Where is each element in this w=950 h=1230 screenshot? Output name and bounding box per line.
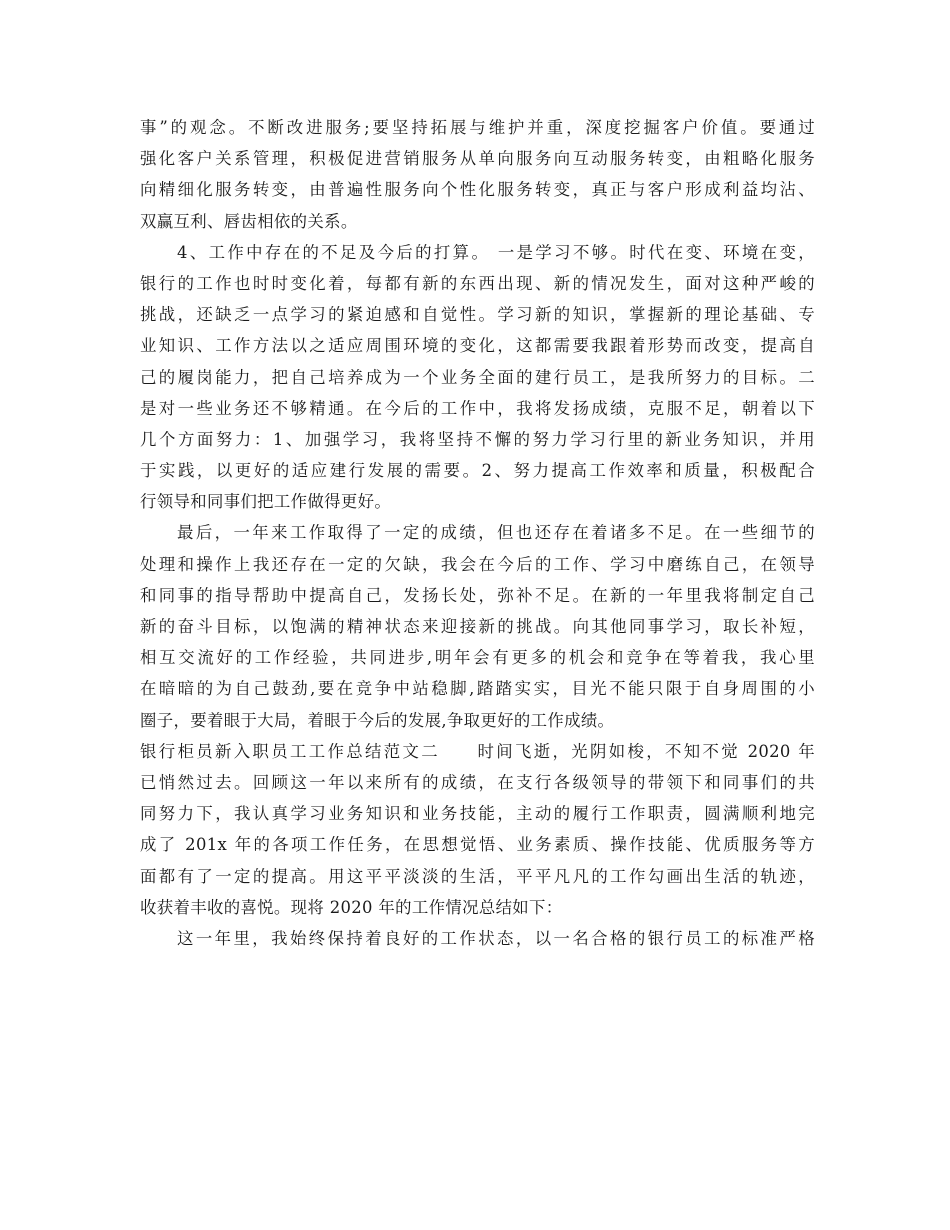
text-line: 业知识、工作方法以之适应周围环境的变化，这都需要我跟着形势而改变，提高自 [140,336,815,356]
text-line: 已悄然过去。回顾这一年以来所有的成绩，在支行各级领导的带领下和同事们的共 [140,772,815,792]
text-line: 于实践，以更好的适应建行发展的需要。2、努力提高工作效率和质量，积极配合 [140,461,815,481]
text-line: 是对一些业务还不够精通。在今后的工作中，我将发扬成绩，克服不足，朝着以下 [140,398,815,418]
text-line: 新的奋斗目标，以饱满的精神状态来迎接新的挑战。向其他同事学习，取长补短， [140,617,815,636]
text-line: 4、工作中存在的不足及今后的打算。 一是学习不够。时代在变、环境在变， [177,242,815,262]
text-line: 同努力下，我认真学习业务知识和业务技能，主动的履行工作职责，圆满顺利地完 [140,804,815,824]
text-line: 这一年里，我始终保持着良好的工作状态，以一名合格的银行员工的标准严格 [177,928,815,948]
text-line: 面都有了一定的提高。用这平平淡淡的生活，平平凡凡的工作勾画出生活的轨迹， [140,866,815,886]
text-line: 最后，一年来工作取得了一定的成绩，但也还存在着诸多不足。在一些细节的 [177,523,815,543]
text-line: 向精细化服务转变，由普遍性服务向个性化服务转变，真正与客户形成利益均沾、 [140,180,815,200]
text-line: 事”的观念。不断改进服务;要坚持拓展与维护并重，深度挖掘客户价值。要通过 [140,118,815,137]
text-line: 相互交流好的工作经验，共同进步,明年会有更多的机会和竞争在等着我，我心里 [140,648,815,668]
text-line: 双赢互利、唇齿相依的关系。 [140,211,358,231]
text-line: 几个方面努力：1、加强学习，我将坚持不懈的努力学习行里的新业务知识，并用 [140,429,815,449]
text-line: 和同事的指导帮助中提高自己，发扬长处，弥补不足。在新的一年里我将制定自己 [140,585,815,605]
text-line: 银行的工作也时时变化着，每都有新的东西出现、新的情况发生，面对这种严峻的 [140,273,815,293]
text-line: 圈子，要着眼于大局，着眼于今后的发展,争取更好的工作成绩。 [140,710,615,730]
text-line: 处理和操作上我还存在一定的欠缺，我会在今后的工作、学习中磨练自己，在领导 [140,554,815,574]
text-line: 行领导和同事们把工作做得更好。 [140,492,392,512]
text-line: 收获着丰收的喜悦。现将 2020 年的工作情况总结如下： [140,897,563,917]
text-line: 在暗暗的为自己鼓劲,要在竞争中站稳脚,踏踏实实，目光不能只限于自身周围的小 [140,679,815,699]
section-heading-line: 银行柜员新入职员工工作总结范文二 时间飞逝，光阴如梭，不知不觉 2020 年 [140,741,815,761]
text-line: 挑战，还缺乏一点学习的紧迫感和自觉性。学习新的知识，掌握新的理论基础、专 [140,305,815,325]
text-line: 成了 201x 年的各项工作任务，在思想觉悟、业务素质、操作技能、优质服务等方 [140,835,815,855]
text-line: 强化客户关系管理，积极促进营销服务从单向服务向互动服务转变，由粗略化服务 [140,149,815,169]
document-body [140,112,815,954]
text-line: 己的履岗能力，把自己培养成为一个业务全面的建行员工，是我所努力的目标。二 [140,367,815,387]
